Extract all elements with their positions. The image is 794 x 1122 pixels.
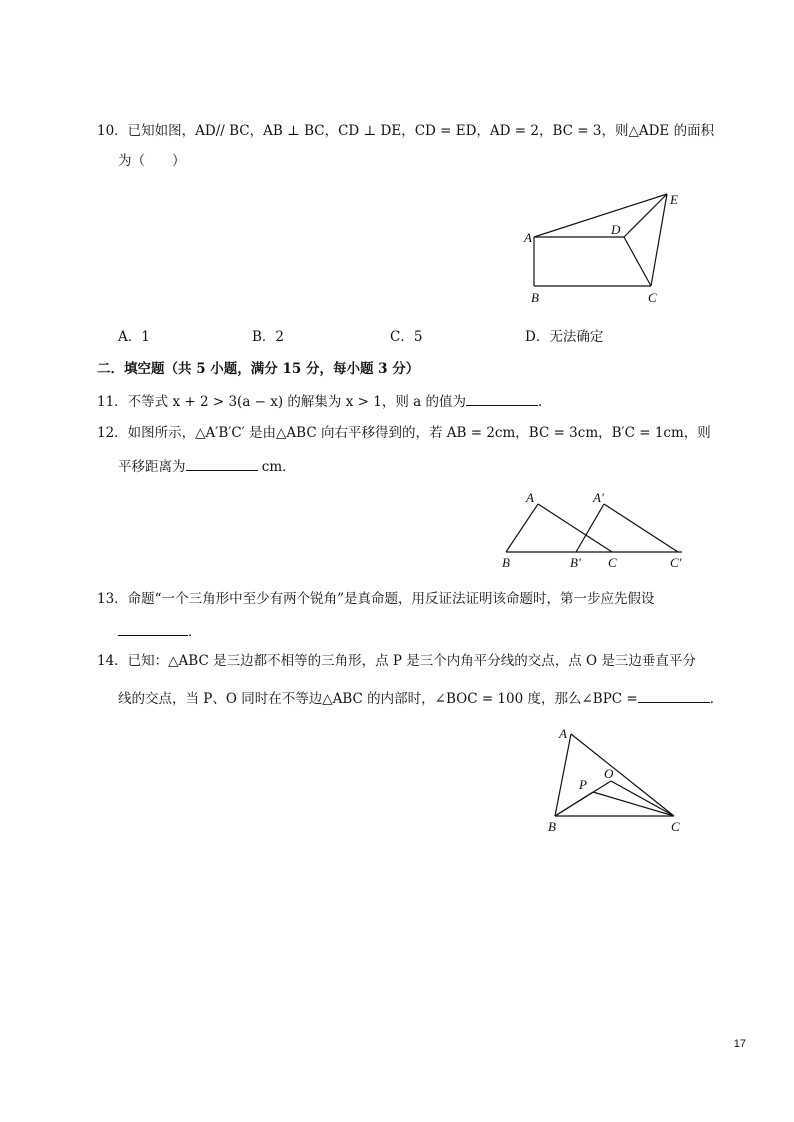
q12-answer-blank[interactable] <box>186 456 258 471</box>
q10-option-d: D．无法确定 <box>525 329 604 345</box>
q14-stem-line1: 14．已知：△ABC 是三边都不相等的三角形，点 P 是三个内角平分线的交点，点 O 是三边垂直平分 <box>97 653 696 669</box>
q11-text: 11．不等式 x + 2 > 3(a − x) 的解集为 x > 1，则 a 的值为 <box>97 394 466 410</box>
q12-label-C: C <box>608 555 617 570</box>
q12-text-end: cm． <box>257 459 296 475</box>
q14-text-end: ． <box>709 691 724 707</box>
q12-text: 平移距离为 <box>118 459 186 475</box>
q14-answer-blank[interactable] <box>638 688 710 703</box>
q12-segment-AB <box>506 504 538 552</box>
q14-segment-PC <box>593 792 674 816</box>
q14-segment-OC <box>611 781 674 816</box>
q10-label-B: B <box>531 290 539 305</box>
q12-segment-AC <box>538 504 612 552</box>
q10-segment-AE <box>534 194 667 237</box>
q14-label-O: O <box>604 766 614 781</box>
q14-segment-AB <box>555 734 571 816</box>
q12-label-B-prime: B' <box>570 555 581 570</box>
q14-stem-line2 <box>118 688 723 708</box>
q12-label-B: B <box>502 555 510 570</box>
q13-stem-line2 <box>118 621 202 641</box>
q13-text-end: ． <box>188 624 202 640</box>
q14-label-B: B <box>548 819 556 834</box>
q12-label-C-prime: C' <box>670 555 682 570</box>
q11-text-end: ． <box>537 394 552 410</box>
q12-label-A-prime: A' <box>593 490 604 505</box>
q10-option-a: A．1 <box>118 329 150 345</box>
q10-label-E: E <box>670 192 678 207</box>
q13-answer-blank[interactable] <box>118 621 188 636</box>
q14-segment-AC <box>571 734 674 816</box>
q10-option-b: B．2 <box>252 329 285 345</box>
q11-stem <box>97 391 551 411</box>
q10-figure <box>520 188 690 310</box>
q14-label-C: C <box>671 819 680 834</box>
page-number: 17 <box>733 1038 746 1050</box>
q12-stem-line2 <box>118 456 296 476</box>
q14-figure <box>540 722 690 838</box>
q12-figure <box>496 488 692 574</box>
q14-text: 线的交点，当 P、O 同时在不等边△ABC 的内部时，∠BOC = 100 度，那么∠BPC = <box>118 691 638 707</box>
section-heading: 二．填空题（共 5 小题，满分 15 分，每小题 3 分） <box>97 361 420 377</box>
q14-label-P: P <box>579 777 587 792</box>
q10-label-D: D <box>611 222 621 237</box>
q12-label-A: A <box>526 490 534 505</box>
q12-stem-line1: 12．如图所示，△A′B′C′ 是由△ABC 向右平移得到的，若 AB = 2cm，BC = 3cm，B′C = 1cm，则 <box>97 425 711 441</box>
q10-label-A: A <box>524 230 532 245</box>
q10-stem-line1: 10．已知如图，AD// BC，AB ⊥ BC，CD ⊥ DE，CD = ED，AD = 2，BC = 3，则△ADE 的面积 <box>97 123 715 139</box>
q10-segment-DC <box>624 237 651 286</box>
q14-label-A: A <box>559 726 567 741</box>
q13-stem-line1: 13．命题“一个三角形中至少有两个锐角”是真命题，用反证法证明该命题时，第一步应先假设 <box>97 591 655 607</box>
q10-option-c: C．5 <box>390 329 423 345</box>
q12-segment-A2C2 <box>604 504 678 552</box>
q11-answer-blank[interactable] <box>466 391 538 406</box>
q10-label-C: C <box>648 290 657 305</box>
q10-stem-line2: 为（ ） <box>118 153 186 169</box>
